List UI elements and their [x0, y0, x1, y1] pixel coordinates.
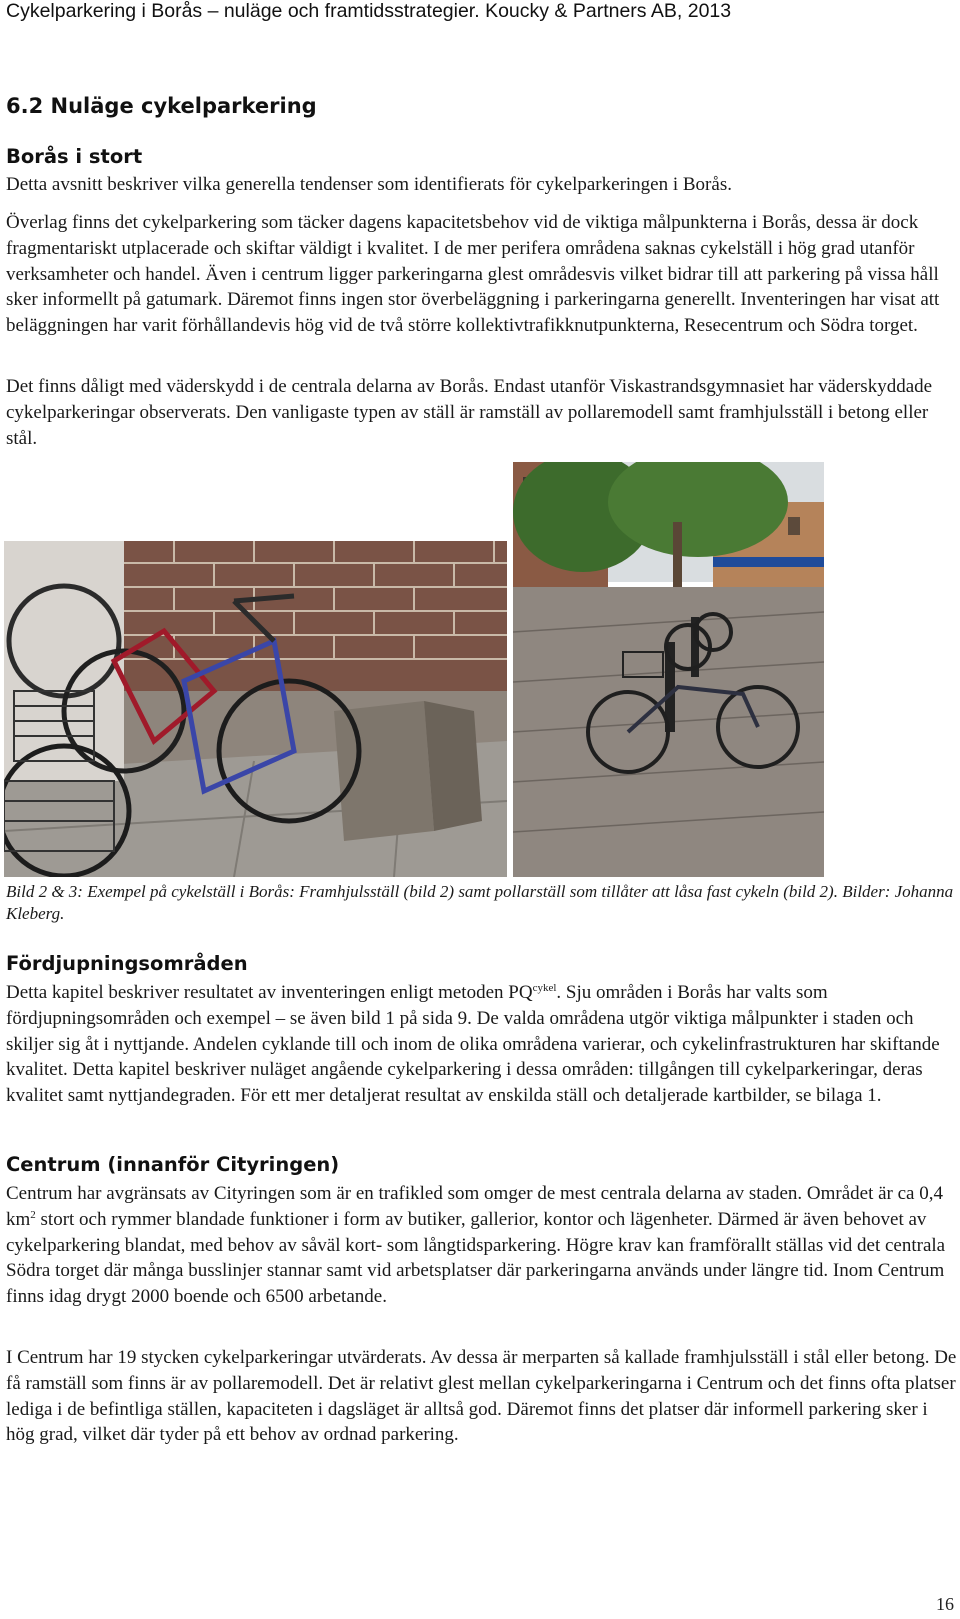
photo-bollard-racks: [513, 462, 824, 877]
running-header: Cykelparkering i Borås – nuläge och framtidsstrategier. Koucky & Partners AB, 2013: [6, 0, 732, 22]
figure-caption: Bild 2 & 3: Exempel på cykelställ i Borås: Framhjulsställ (bild 2) samt pollarställ som tillåter att låsa fast cykeln (bild 2). Bilder: Johanna Kleberg.: [6, 882, 954, 923]
heading-centrum: Centrum (innanför Cityringen): [6, 1153, 340, 1176]
paragraph-centrum-parkings: I Centrum har 19 stycken cykelparkeringar utvärderats. Av dessa är merparten så kallade framhjulsställ i stål eller betong. De få ramställ som finns är av pollaremodell. Det är relativt glest mellan cykelparkeringarna i Centrum och det finns ofta platser lediga i de befintliga ställen, kapaciteten i dagsläget är alltså god. Däremot finns det platser där informell parkering sker i hög grad, vilket där tyder på ett behov av ordnad parkering.: [6, 1347, 957, 1446]
paragraph-overview: Överlag finns det cykelparkering som täcker dagens kapacitetsbehov vid de viktiga målpunkterna i Borås, dessa är dock fragmentariskt utplacerade och skiftar väldigt i kvalitet. I de mer perifera områdena saknas cykelställ i hög grad utanför verksamheter och handel. Även i centrum ligger parkeringarna glest områdesvis vilket bidrar till att parkering på vissa håll sker informellt på gatumark. Däremot finns ingen stor överbeläggning i parkeringarna generellt. Inventeringen har visat att beläggningen har varit förhållandevis hög vid de två större kollektivtrafikknutpunkterna, Resecentrum och Södra torget.: [6, 212, 940, 337]
heading-fordjupningsomraden: Fördjupningsområden: [6, 952, 248, 975]
photo-front-wheel-racks: [4, 541, 507, 877]
superscript-km2: 2: [30, 1208, 36, 1221]
paragraph-centrum-area: Centrum har avgränsats av Cityringen som är en trafikled som omger de mest centrala delarna av staden. Området är ca 0,4 $km^2$ stort och rymmer blandade funktioner i form av butiker, gallerior, kontor och lägenheter. Därmed är även behovet av cykelparkering blandat, med behov av såväl kort- som långtidsparkering. Högre krav kan framförallt ställas vid det centrala Södra torget där många busslinjer stannar samt vid arbetsplatser där parkeringarna används under längre tid. Inom Centrum finns idag drygt 2000 boende och 6500 arbetande.: [6, 1183, 946, 1308]
paragraph-weather-protection: Det finns dåligt med väderskydd i de centrala delarna av Borås. Endast utanför Viskastrandsgymnasiet har väderskyddade cykelparkeringar observerats. Den vanligaste typen av ställ är ramställ av pollaremodell samt framhjulsställ i betong eller stål.: [6, 376, 933, 449]
section-title: 6.2 Nuläge cykelparkering: [6, 94, 317, 118]
superscript-cykel: cykel: [532, 982, 557, 994]
page-number: 16: [936, 1594, 954, 1614]
paragraph-fordjupning: Detta kapitel beskriver resultatet av inventeringen enligt metoden $PQ^{cykel}$. Sju områden i Borås har valts som fördjupningsområden och exempel – se även bild 1 på sida 9. De valda områdena utgör viktiga målpunkter i staden och skiljer sig åt i nyttjande. Andelen cyklande till och inom de olika områdena varierar, och cykelinfrastrukturen har skiftande kvalitet. Detta kapitel beskriver nuläget angående cykelparkering i dessa områden: tillgången till cykelparkeringar, deras kvalitet samt nyttjandegraden. För ett mer detaljerat resultat av enskilda ställ och detaljerade kartbilder, se bilaga 1.: [6, 982, 940, 1107]
heading-boras-i-stort: Borås i stort: [6, 145, 143, 168]
paragraph-intro: Detta avsnitt beskriver vilka generella tendenser som identifierats för cykelparkeringen i Borås.: [6, 174, 732, 195]
